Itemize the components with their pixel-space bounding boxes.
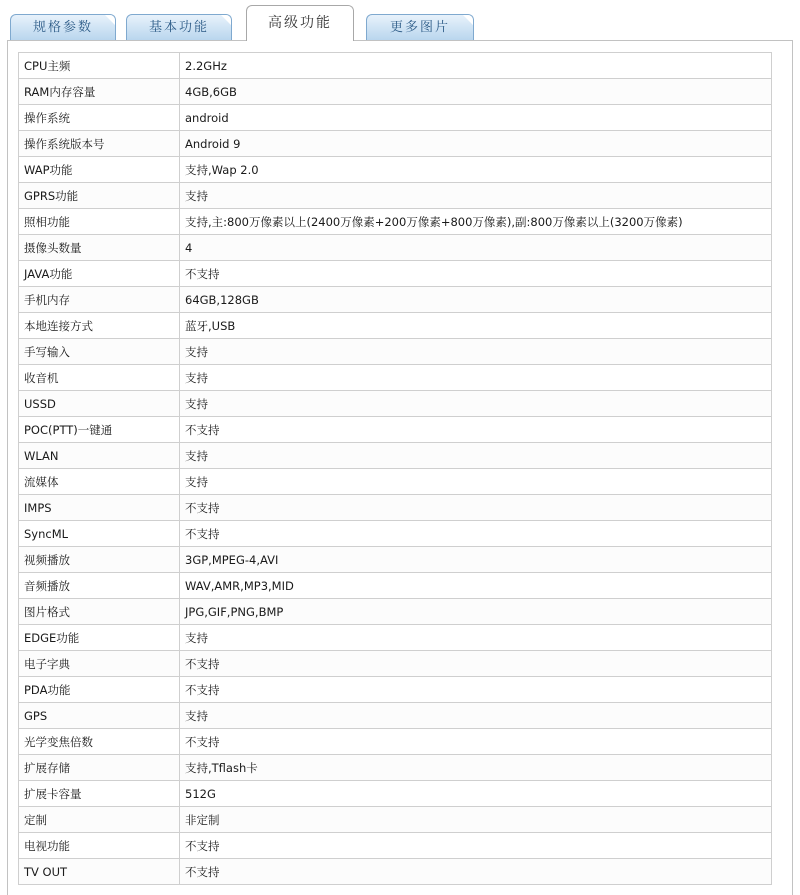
tab-specs[interactable]: 规格参数 (10, 14, 116, 40)
spec-label: 操作系统 (19, 105, 180, 131)
spec-label: 扩展卡容量 (19, 781, 180, 807)
spec-value: 支持 (180, 625, 772, 651)
spec-panel (7, 40, 793, 895)
spec-row (19, 781, 772, 807)
spec-label: 定制 (19, 807, 180, 833)
spec-value: 4 (180, 235, 772, 261)
spec-label: PDA功能 (19, 677, 180, 703)
spec-value: 2.2GHz (180, 53, 772, 79)
spec-value: 支持 (180, 443, 772, 469)
spec-value: 支持 (180, 703, 772, 729)
spec-row (19, 755, 772, 781)
spec-row (19, 495, 772, 521)
spec-label: 图片格式 (19, 599, 180, 625)
spec-label: TV OUT (19, 859, 180, 885)
spec-label: SyncML (19, 521, 180, 547)
spec-row (19, 521, 772, 547)
spec-row (19, 183, 772, 209)
spec-label: WLAN (19, 443, 180, 469)
spec-value: 3GP,MPEG-4,AVI (180, 547, 772, 573)
spec-row (19, 469, 772, 495)
spec-table-body (19, 53, 772, 885)
spec-row (19, 53, 772, 79)
spec-row (19, 365, 772, 391)
spec-row (19, 105, 772, 131)
spec-value: 不支持 (180, 261, 772, 287)
spec-label: CPU主频 (19, 53, 180, 79)
spec-row (19, 131, 772, 157)
spec-row (19, 859, 772, 885)
spec-row (19, 729, 772, 755)
spec-label: 流媒体 (19, 469, 180, 495)
tab-basic-features[interactable]: 基本功能 (126, 14, 232, 40)
spec-row (19, 677, 772, 703)
spec-value: 支持,Tflash卡 (180, 755, 772, 781)
spec-label: 本地连接方式 (19, 313, 180, 339)
spec-value: 非定制 (180, 807, 772, 833)
spec-label: RAM内存容量 (19, 79, 180, 105)
spec-value: 支持 (180, 469, 772, 495)
spec-value: 512G (180, 781, 772, 807)
spec-row (19, 651, 772, 677)
spec-label: GPS (19, 703, 180, 729)
spec-value: 支持 (180, 365, 772, 391)
spec-value: 支持 (180, 183, 772, 209)
spec-row (19, 339, 772, 365)
spec-label: 电子字典 (19, 651, 180, 677)
spec-row (19, 235, 772, 261)
spec-value: 不支持 (180, 859, 772, 885)
spec-row (19, 209, 772, 235)
tab-advanced-features[interactable]: 高级功能 (246, 5, 354, 41)
spec-row (19, 703, 772, 729)
spec-value: 不支持 (180, 729, 772, 755)
spec-row (19, 287, 772, 313)
spec-row (19, 573, 772, 599)
spec-label: EDGE功能 (19, 625, 180, 651)
spec-row (19, 261, 772, 287)
spec-value: 不支持 (180, 651, 772, 677)
spec-label: 光学变焦倍数 (19, 729, 180, 755)
spec-label: WAP功能 (19, 157, 180, 183)
spec-label: POC(PTT)一键通 (19, 417, 180, 443)
spec-value: 不支持 (180, 833, 772, 859)
spec-value: 64GB,128GB (180, 287, 772, 313)
spec-row (19, 313, 772, 339)
spec-label: 操作系统版本号 (19, 131, 180, 157)
spec-label: 电视功能 (19, 833, 180, 859)
spec-value: 蓝牙,USB (180, 313, 772, 339)
spec-label: 收音机 (19, 365, 180, 391)
spec-label: 手写输入 (19, 339, 180, 365)
spec-row (19, 807, 772, 833)
spec-row (19, 443, 772, 469)
spec-value: 不支持 (180, 417, 772, 443)
spec-label: 摄像头数量 (19, 235, 180, 261)
spec-row (19, 833, 772, 859)
spec-row (19, 599, 772, 625)
spec-value: 不支持 (180, 521, 772, 547)
spec-row (19, 625, 772, 651)
spec-label: JAVA功能 (19, 261, 180, 287)
spec-label: 照相功能 (19, 209, 180, 235)
spec-label: 手机内存 (19, 287, 180, 313)
spec-value: 支持 (180, 391, 772, 417)
spec-row (19, 79, 772, 105)
spec-value: 支持,Wap 2.0 (180, 157, 772, 183)
spec-value: JPG,GIF,PNG,BMP (180, 599, 772, 625)
spec-value: 支持,主:800万像素以上(2400万像素+200万像素+800万像素),副:800万像素以上(3200万像素) (180, 209, 772, 235)
spec-value: Android 9 (180, 131, 772, 157)
spec-label: USSD (19, 391, 180, 417)
spec-label: GPRS功能 (19, 183, 180, 209)
spec-row (19, 547, 772, 573)
spec-row (19, 417, 772, 443)
spec-value: android (180, 105, 772, 131)
spec-value: 支持 (180, 339, 772, 365)
tab-more-images[interactable]: 更多图片 (366, 14, 474, 40)
spec-label: 扩展存储 (19, 755, 180, 781)
spec-label: 视频播放 (19, 547, 180, 573)
spec-value: 不支持 (180, 677, 772, 703)
spec-value: 4GB,6GB (180, 79, 772, 105)
spec-value: 不支持 (180, 495, 772, 521)
spec-row (19, 157, 772, 183)
spec-value: WAV,AMR,MP3,MID (180, 573, 772, 599)
spec-row (19, 391, 772, 417)
spec-label: IMPS (19, 495, 180, 521)
spec-table (18, 52, 772, 885)
tab-bar (0, 0, 800, 42)
spec-label: 音频播放 (19, 573, 180, 599)
